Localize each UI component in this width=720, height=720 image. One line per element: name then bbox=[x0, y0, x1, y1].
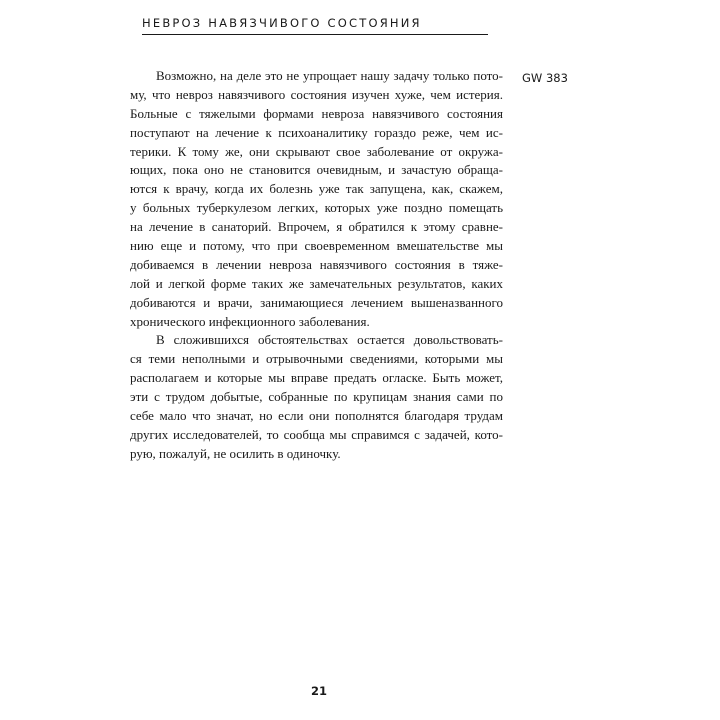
text-line: ся теми неполными и отрывочными сведениями, которыми мы bbox=[130, 351, 503, 367]
paragraph bbox=[130, 331, 503, 463]
text-line: лой и легкой форме таких же замечательных результатов, каких bbox=[130, 275, 503, 291]
running-head-title: НЕВРОЗ НАВЯЗЧИВОГО СОСТОЯНИЯ bbox=[142, 16, 422, 30]
text-line: рую, пожалуй, не осилить в одиночку. bbox=[130, 445, 341, 461]
header-rule bbox=[142, 34, 488, 35]
text-line: хронического инфекционного заболевания. bbox=[130, 313, 370, 329]
text-line: терики. К тому же, они скрывают свое заболевание от окружа- bbox=[130, 143, 503, 159]
text-line: му, что невроз навязчивого состояния изучен хуже, чем истерия. bbox=[130, 86, 503, 102]
page-number: 21 bbox=[310, 684, 327, 698]
paragraph bbox=[130, 67, 503, 331]
text-line: В сложившихся обстоятельствах остается довольствовать- bbox=[156, 332, 503, 348]
text-line: на лечение в санаторий. Впрочем, я обратился к этому сравне- bbox=[130, 219, 503, 235]
text-line: добиваются и врачи, занимающиеся лечением вышеназванного bbox=[130, 294, 503, 310]
text-line: Больные с тяжелыми формами невроза навязчивого состояния bbox=[130, 105, 503, 121]
margin-reference: GW 383 bbox=[522, 71, 568, 85]
text-line: эти с трудом добытые, собранные по крупицам знания сами по bbox=[130, 389, 503, 405]
text-line: у больных туберкулезом легких, которых уже поздно помещать bbox=[130, 200, 503, 216]
text-line: располагаем и которые мы вправе предать огласке. Быть может, bbox=[130, 370, 503, 386]
text-line: себе мало что значат, но если они пополнятся благодаря трудам bbox=[130, 408, 503, 424]
text-line: Возможно, на деле это не упрощает нашу задачу только пото- bbox=[156, 68, 503, 83]
text-line: ются к врачу, когда их болезнь уже так запущена, как, скажем, bbox=[130, 181, 503, 197]
text-line: ющих, пока оно не становится очевидным, и зачастую обраща- bbox=[130, 162, 503, 178]
text-line: поступают на лечение к психоаналитику гораздо реже, чем ис- bbox=[130, 124, 503, 140]
text-line: других исследователей, то сообща мы справимся с задачей, кото- bbox=[130, 426, 503, 442]
text-line: добиваемся в лечении невроза навязчивого состояния в тяже- bbox=[130, 256, 503, 272]
body-text bbox=[130, 67, 503, 464]
text-line: нию еще и потому, что при своевременном вмешательстве мы bbox=[130, 238, 503, 254]
